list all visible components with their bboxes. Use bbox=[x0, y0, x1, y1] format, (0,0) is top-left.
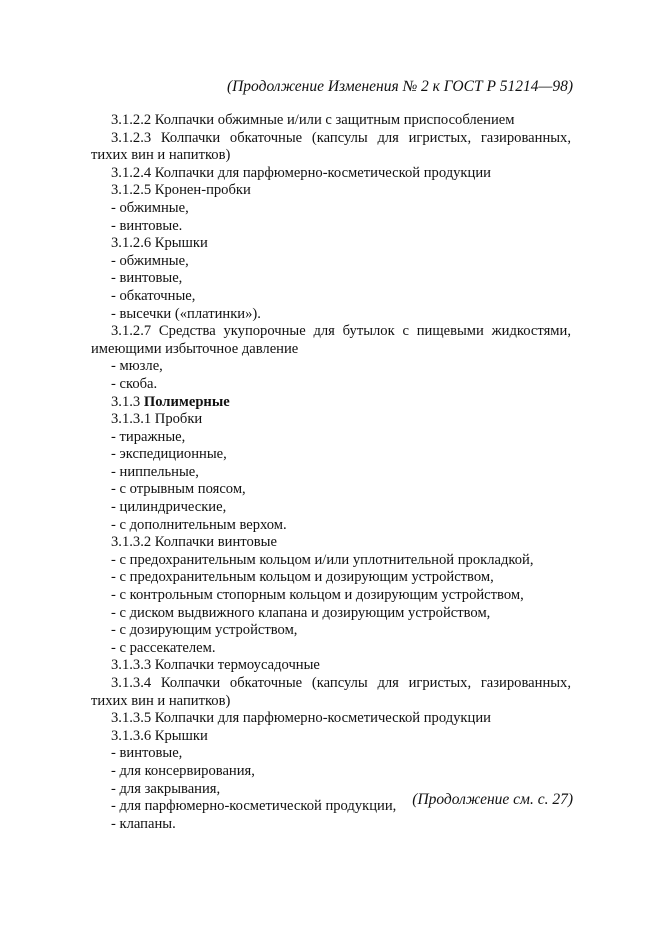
text-line bbox=[91, 200, 571, 218]
line-text: - винтовые, bbox=[111, 270, 183, 287]
line-text: - мюзле, bbox=[111, 358, 163, 375]
text-line bbox=[91, 411, 571, 429]
line-text: - с предохранительным кольцом и дозирующим устройством, bbox=[111, 569, 494, 586]
line-text: - с предохранительным кольцом и/или уплотнительной прокладкой, bbox=[111, 551, 534, 568]
text-line bbox=[91, 376, 571, 394]
text-line bbox=[91, 693, 571, 711]
text-line bbox=[91, 517, 571, 535]
text-line bbox=[91, 569, 571, 587]
text-line bbox=[91, 253, 571, 271]
text-line bbox=[91, 605, 571, 623]
line-text: - с отрывным поясом, bbox=[111, 481, 246, 498]
text-line bbox=[91, 358, 571, 376]
text-line bbox=[91, 323, 571, 341]
text-line bbox=[91, 816, 571, 834]
text-line bbox=[91, 235, 571, 253]
text-line bbox=[91, 675, 571, 693]
line-text: - клапаны. bbox=[111, 815, 176, 832]
line-text: - с контрольным стопорным кольцом и дозирующим устройством, bbox=[111, 587, 524, 604]
line-text: - с рассекателем. bbox=[111, 639, 216, 656]
line-text: тихих вин и напитков) bbox=[91, 692, 231, 709]
document-body bbox=[91, 112, 571, 833]
line-text: - тиражные, bbox=[111, 428, 186, 445]
text-line bbox=[91, 552, 571, 570]
text-line bbox=[91, 429, 571, 447]
line-text: - обжимные, bbox=[111, 252, 189, 269]
line-text: - ниппельные, bbox=[111, 463, 199, 480]
line-text: - с дополнительным верхом. bbox=[111, 516, 287, 533]
line-text: - для консервирования, bbox=[111, 762, 255, 779]
line-text: - с дозирующим устройством, bbox=[111, 622, 298, 639]
line-text: имеющими избыточное давление bbox=[91, 340, 299, 357]
text-line bbox=[91, 341, 571, 359]
line-text: 3.1.2.4 Колпачки для парфюмерно-косметической продукции bbox=[111, 164, 491, 181]
continuation-footer: (Продолжение см. с. 27) bbox=[412, 791, 573, 808]
line-text: 3.1.2.7 Средства укупорочные для бутылок с пищевыми жидкостями, bbox=[111, 323, 571, 340]
line-text: - винтовые, bbox=[111, 745, 183, 762]
line-text: 3.1.3.3 Колпачки термоусадочные bbox=[111, 657, 320, 674]
text-line bbox=[91, 446, 571, 464]
line-text: - для парфюмерно-косметической продукции, bbox=[111, 798, 397, 815]
line-text: - обжимные, bbox=[111, 199, 189, 216]
line-text: 3.1.3.4 Колпачки обкаточные (капсулы для игристых, газированных, bbox=[111, 675, 571, 691]
text-line bbox=[91, 130, 571, 148]
text-line bbox=[91, 182, 571, 200]
line-text: - цилиндрические, bbox=[111, 499, 227, 516]
line-text: - винтовые. bbox=[111, 217, 183, 234]
text-line bbox=[91, 710, 571, 728]
line-text: - экспедиционные, bbox=[111, 446, 227, 463]
line-text: 3.1.2.3 Колпачки обкаточные (капсулы для игристых, газированных, bbox=[111, 129, 571, 146]
line-text: 3.1.3.1 Пробки bbox=[111, 411, 203, 428]
line-text: - обкаточные, bbox=[111, 287, 196, 304]
text-line bbox=[91, 147, 571, 165]
text-line bbox=[91, 622, 571, 640]
text-line bbox=[91, 587, 571, 605]
text-line bbox=[91, 270, 571, 288]
text-line bbox=[91, 112, 571, 130]
text-line bbox=[91, 165, 571, 183]
text-line bbox=[91, 218, 571, 236]
text-line bbox=[91, 481, 571, 499]
text-line bbox=[91, 288, 571, 306]
text-line bbox=[91, 534, 571, 552]
line-text: 3.1.3.5 Колпачки для парфюмерно-косметической продукции bbox=[111, 710, 491, 727]
line-text: 3.1.2.6 Крышки bbox=[111, 235, 208, 252]
line-text: - с диском выдвижного клапана и дозирующим устройством, bbox=[111, 604, 491, 621]
line-text: 3.1.3.2 Колпачки винтовые bbox=[111, 534, 277, 551]
continuation-header: (Продолжение Изменения № 2 к ГОСТ Р 51214—98) bbox=[226, 78, 573, 95]
line-text: - для закрывания, bbox=[111, 780, 221, 797]
line-text: 3.1.3.6 Крышки bbox=[111, 727, 208, 744]
line-text: тихих вин и напитков) bbox=[91, 147, 231, 164]
text-line bbox=[91, 640, 571, 658]
text-line bbox=[91, 464, 571, 482]
line-text: - скоба. bbox=[111, 375, 158, 392]
text-line bbox=[91, 306, 571, 324]
section-heading-bold: Полимерные bbox=[143, 393, 230, 410]
line-text: 3.1.3 bbox=[111, 393, 144, 410]
text-line bbox=[91, 728, 571, 746]
text-line bbox=[91, 394, 571, 412]
text-line bbox=[91, 745, 571, 763]
line-text: - высечки («платинки»). bbox=[111, 305, 261, 322]
text-line bbox=[91, 763, 571, 781]
text-line bbox=[91, 499, 571, 517]
line-text: 3.1.2.5 Кронен-пробки bbox=[111, 182, 251, 199]
line-text: 3.1.2.2 Колпачки обжимные и/или с защитным приспособлением bbox=[111, 112, 515, 128]
text-line bbox=[91, 657, 571, 675]
